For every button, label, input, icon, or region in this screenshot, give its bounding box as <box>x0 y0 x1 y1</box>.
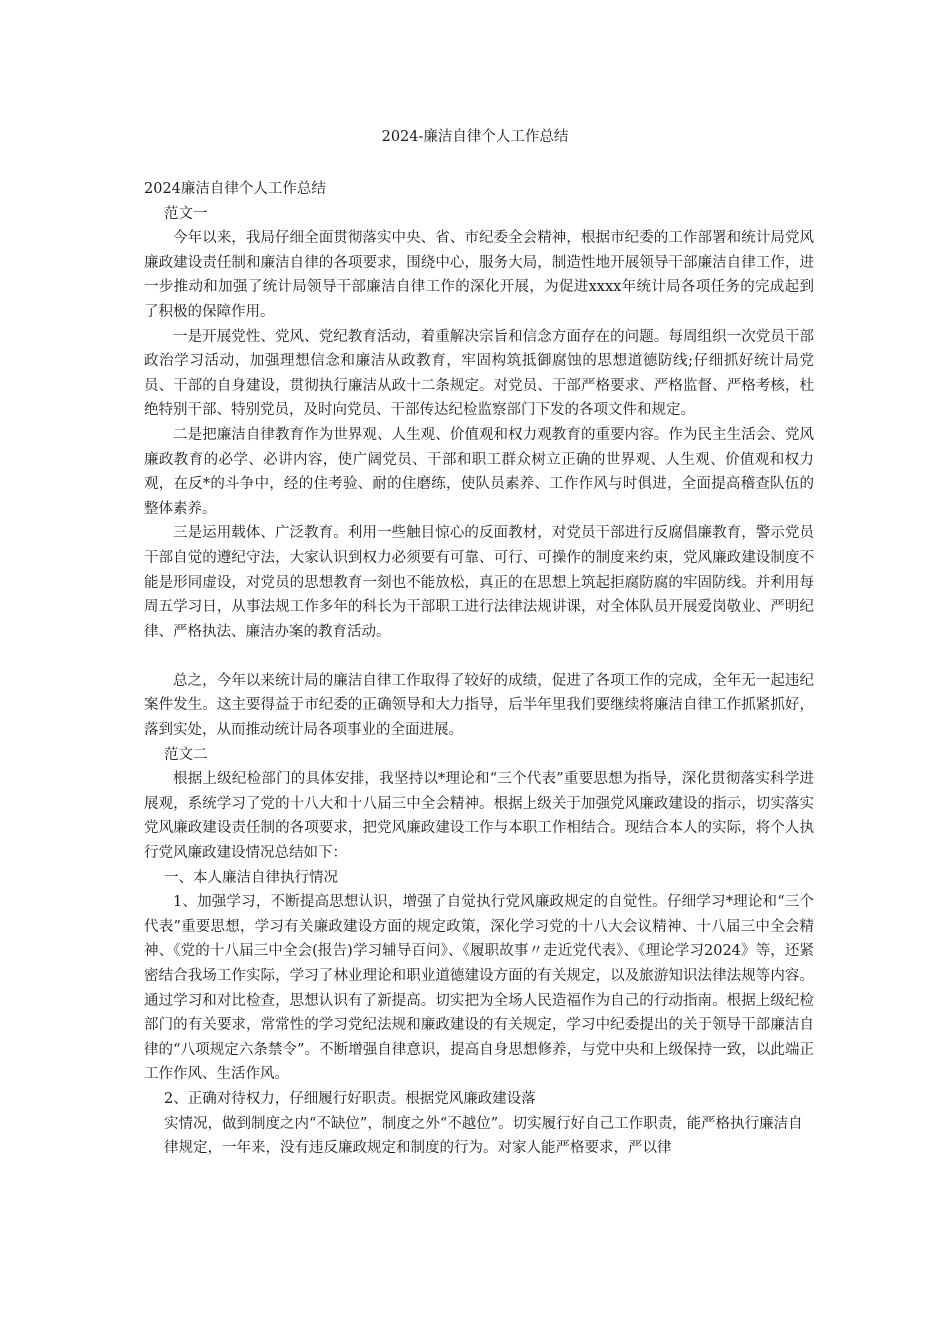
paragraph: 1、加强学习，不断提高思想认识，增强了自觉执行党风廉政规定的自觉性。仔细学习*理论和“三个代表”重要思想，学习有关廉政建设方面的规定政策，深化学习党的十八大会议精神、十八届三中全会精神、《党的十八届三中全会(报告)学习辅导百问》、《履职故事〃走近党代表》、《理论学习2024》等，还紧密结合我场工作实际，学习了林业理论和职业道德建设方面的有关规定，以及旅游知识法律法规等内容。通过学习和对比检查，思想认识有了新提高。切实把为全场人民造福作为自己的行动指南。根据上级纪检部门的有关要求，常常性的学习党纪法规和廉政建设的有关规定，学习中纪委提出的关于领导干部廉洁自律的“八项规定六条禁令”。不断增强自律意识，提高自身思想修养，与党中央和上级保持一致，以此端正工作作风、生活作风。 <box>144 894 814 1083</box>
paragraph-spacer <box>144 644 814 669</box>
sample2-label: 范文二 <box>164 746 208 763</box>
section-heading: 一、本人廉洁自律执行情况 <box>164 869 338 886</box>
paragraph: 一是开展党性、党风、党纪教育活动，着重解决宗旨和信念方面存在的问题。每周组织一次党员干部政治学习活动，加强理想信念和廉洁从政教育，牢固构筑抵御腐蚀的思想道德防线;仔细抓好统计局党员、干部的自身建设，贯彻执行廉洁从政十二条规定。对党员、干部严格要求、严格监督、严格考核，杜绝特别干部、特别党员，及时向党员、干部传达纪检监察部门下发的各项文件和规定。 <box>144 328 814 419</box>
document-body <box>144 177 814 1161</box>
paragraph: 根据上级纪检部门的具体安排，我坚持以*理论和“三个代表”重要思想为指导，深化贯彻落实科学进展观，系统学习了党的十八大和十八届三中全会精神。根据上级关于加强党风廉政建设的指示，切实落实党风廉政建设责任制的各项要求，把党风廉政建设工作与本职工作相结合。现结合本人的实际，将个人执行党风廉政建设情况总结如下： <box>144 771 814 862</box>
paragraph: 实情况，做到制度之内“不缺位”，制度之外“不越位”。切实履行好自己工作职责，能严格执行廉洁自律规定，一年来，没有违反廉政规定和制度的行为。对家人能严格要求，严以律 <box>164 1115 803 1157</box>
document-title: 2024-廉洁自律个人工作总结 <box>381 129 569 145</box>
paragraph: 三是运用载体、广泛教育。利用一些触目惊心的反面教材，对党员干部进行反腐倡廉教育，警示党员干部自觉的遵纪守法，大家认识到权力必须要有可靠、可行、可操作的制度来约束，党风廉政建设制度不能是形同虚设，对党员的思想教育一刻也不能放松，真正的在思想上筑起拒腐防腐的牢固防线。并利用每周五学习日，从事法规工作多年的科长为干部职工进行法律法规讲课，对全体队员开展爱岗敬业、严明纪律、严格执法、廉洁办案的教育活动。 <box>144 525 814 640</box>
sample1-label: 范文一 <box>164 205 208 222</box>
paragraph: 二是把廉洁自律教育作为世界观、人生观、价值观和权力观教育的重要内容。作为民主生活会、党风廉政教育的必学、必讲内容，使广阔党员、干部和职工群众树立正确的世界观、人生观、价值观和权力观，在反*的斗争中，经的住考验、耐的住磨练，使队员素养、工作作风与时俱进，全面提高稽查队伍的整体素养。 <box>144 426 814 517</box>
paragraph: 今年以来，我局仔细全面贯彻落实中央、省、市纪委全会精神，根据市纪委的工作部署和统计局党风廉政建设责任制和廉洁自律的各项要求，围绕中心，服务大局，制造性地开展领导干部廉洁自律工作，进一步推动和加强了统计局领导干部廉洁自律工作的深化开展，为促进xxxx年统计局各项任务的完成起到了积极的保障作用。 <box>144 230 814 320</box>
paragraph: 总之，今年以来统计局的廉洁自律工作取得了较好的成绩，促进了各项工作的完成，全年无一起违纪案件发生。这主要得益于市纪委的正确领导和大力指导，后半年里我们要继续将廉洁自律工作抓紧抓好，落到实处，从而推动统计局各项事业的全面进展。 <box>144 672 814 739</box>
document-subtitle: 2024廉洁自律个人工作总结 <box>144 181 326 197</box>
paragraph: 2、正确对待权力，仔细履行好职责。根据党风廉政建设落 <box>164 1090 536 1107</box>
